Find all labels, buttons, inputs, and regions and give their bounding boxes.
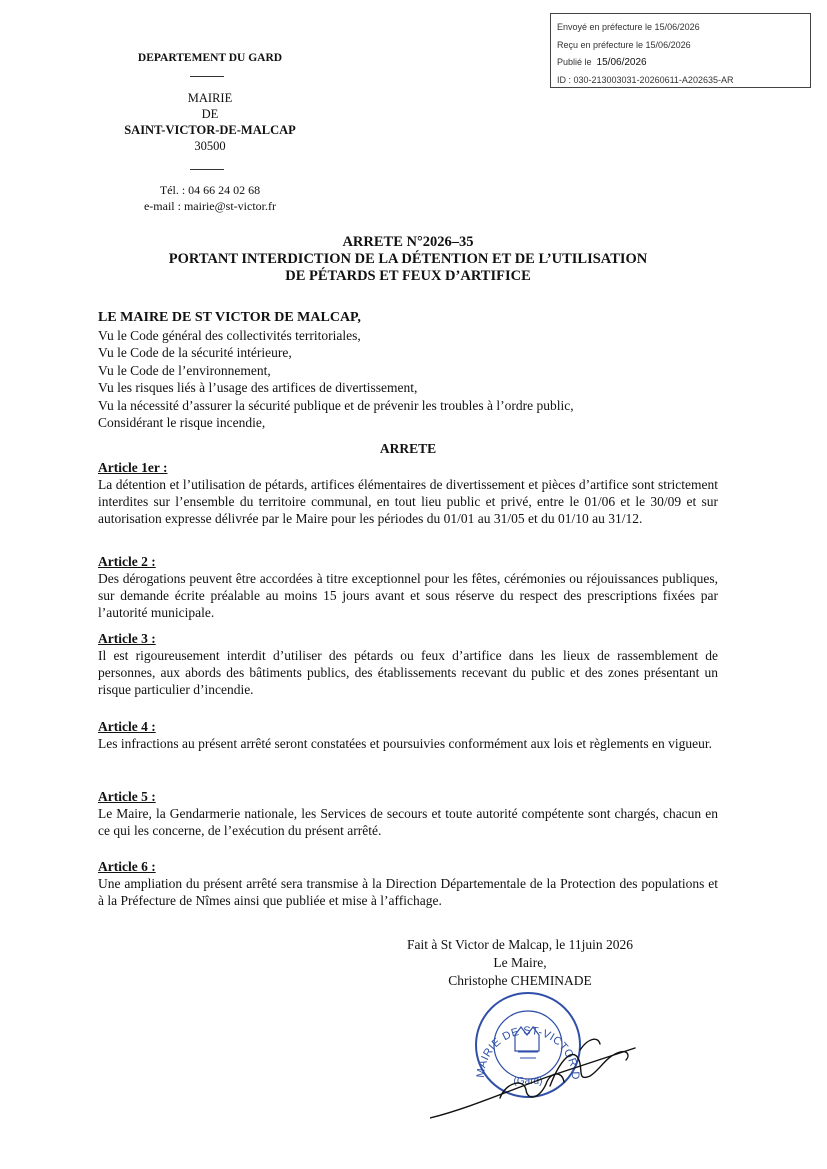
article-1: [98, 459, 718, 527]
article-text: Le Maire, la Gendarmerie nationale, les Services de secours et toute autorité compétente sont chargés, chacun en ce qui les concerne, de l’exécution du présent arrêté.: [98, 806, 718, 838]
article-2: [98, 553, 718, 621]
divider: [190, 169, 224, 170]
article-text: Il est rigoureusement interdit d’utiliser des pétards ou feux d’artifice dans les lieux de rassemblement de personnes, aux abords des bâtiments publics, des établissements recevant du public et des zones présentant un risque particulier d’incendie.: [98, 648, 718, 697]
contact-block: [100, 182, 320, 214]
article-title: Article 4 :: [98, 719, 156, 734]
preamble-item: Vu le Code de l’environnement,: [98, 362, 271, 378]
stamp-id: ID : 030-213003031-20260611-A202635-AR: [557, 74, 734, 85]
mairie-block: [100, 90, 320, 154]
prefecture-receipt-stamp: [550, 13, 811, 88]
signature-block: [380, 936, 660, 990]
email: e-mail : mairie@st-victor.fr: [143, 199, 276, 213]
commune-name: SAINT-VICTOR-DE-MALCAP: [124, 123, 296, 137]
article-text: Des dérogations peuvent être accordées à titre exceptionnel pour les fêtes, cérémonies ou réjouissances publiques, sur demande écrite préalable au moins 15 jours avant et sous réserve du respect des prescriptions fixées par l’autorité municipale.: [98, 571, 718, 620]
preamble-item: Vu les risques liés à l’usage des artifices de divertissement,: [98, 380, 418, 395]
article-text: La détention et l’utilisation de pétards, artifices élémentaires de divertissement et pièces d’artifice sont strictement interdites sur l’ensemble du territoire communal, en tout lieu public et privé, entre le 01/06 et le 30/09 et sur autorisation expresse délivrée par le Maire pour les périodes du 01/01 au 31/05 et du 01/10 au 31/12.: [98, 477, 718, 526]
article-title: Article 5 :: [98, 789, 156, 804]
stamp-published-date: 15/06/2026: [596, 57, 647, 68]
article-6: [98, 858, 718, 909]
document-title: [98, 234, 718, 285]
divider: [190, 76, 224, 77]
official-seal-icon: [430, 990, 670, 1130]
article-title: Article 1er :: [98, 460, 168, 475]
stamp-sent: Envoyé en préfecture le 15/06/2026: [557, 22, 700, 32]
preamble-item: Vu la nécessité d’assurer la sécurité publique et de prévenir les troubles à l’ordre public,: [98, 397, 574, 413]
title-line-1: ARRETE N°2026–35: [342, 234, 474, 250]
seal-sub: (Gard): [513, 1076, 543, 1087]
preamble-maire: LE MAIRE DE ST VICTOR DE MALCAP,: [98, 310, 361, 325]
seal-text: MAIRIE DE ST-VICTOR-D: [474, 1024, 582, 1081]
stamp-published: Publié le 15/06/2026: [557, 57, 647, 68]
signature-name: Christophe CHEMINADE: [448, 973, 592, 988]
mairie-de: DE: [201, 107, 219, 121]
preamble-item: Vu le Code de la sécurité intérieure,: [98, 345, 292, 360]
signature-place-date: Fait à St Victor de Malcap, le 11juin 2026: [406, 937, 634, 952]
seal-and-signature: [430, 990, 670, 1130]
article-text: Une ampliation du présent arrêté sera transmise à la Direction Départementale de la Protection des populations et à la Préfecture de Nîmes ainsi que publiée et mise à l’affichage.: [98, 876, 718, 908]
preamble-item: Considérant le risque incendie,: [98, 415, 266, 430]
mairie-label: MAIRIE: [187, 91, 233, 105]
article-3: [98, 630, 718, 698]
phone: Tél. : 04 66 24 02 68: [159, 183, 261, 197]
preamble: [98, 309, 728, 432]
article-title: Article 3 :: [98, 631, 156, 646]
article-text: Les infractions au présent arrêté seront constatées et poursuivies conformément aux lois et règlements en vigueur.: [98, 736, 713, 751]
postal-code: 30500: [194, 139, 226, 153]
preamble-item: Vu le Code général des collectivités territoriales,: [98, 327, 361, 343]
stamp-received: Reçu en préfecture le 15/06/2026: [557, 39, 691, 50]
article-4: [98, 718, 718, 752]
article-5: [98, 788, 718, 839]
department-name: DEPARTEMENT DU GARD: [137, 52, 283, 64]
title-line-2: PORTANT INTERDICTION DE LA DÉTENTION ET DE L’UTILISATION: [168, 251, 648, 267]
signature-role: Le Maire,: [493, 955, 547, 970]
title-line-3: DE PÉTARDS ET FEUX D’ARTIFICE: [285, 268, 531, 284]
article-title: Article 2 :: [98, 554, 156, 569]
article-title: Article 6 :: [98, 859, 156, 874]
arrete-heading: ARRETE: [379, 441, 437, 456]
